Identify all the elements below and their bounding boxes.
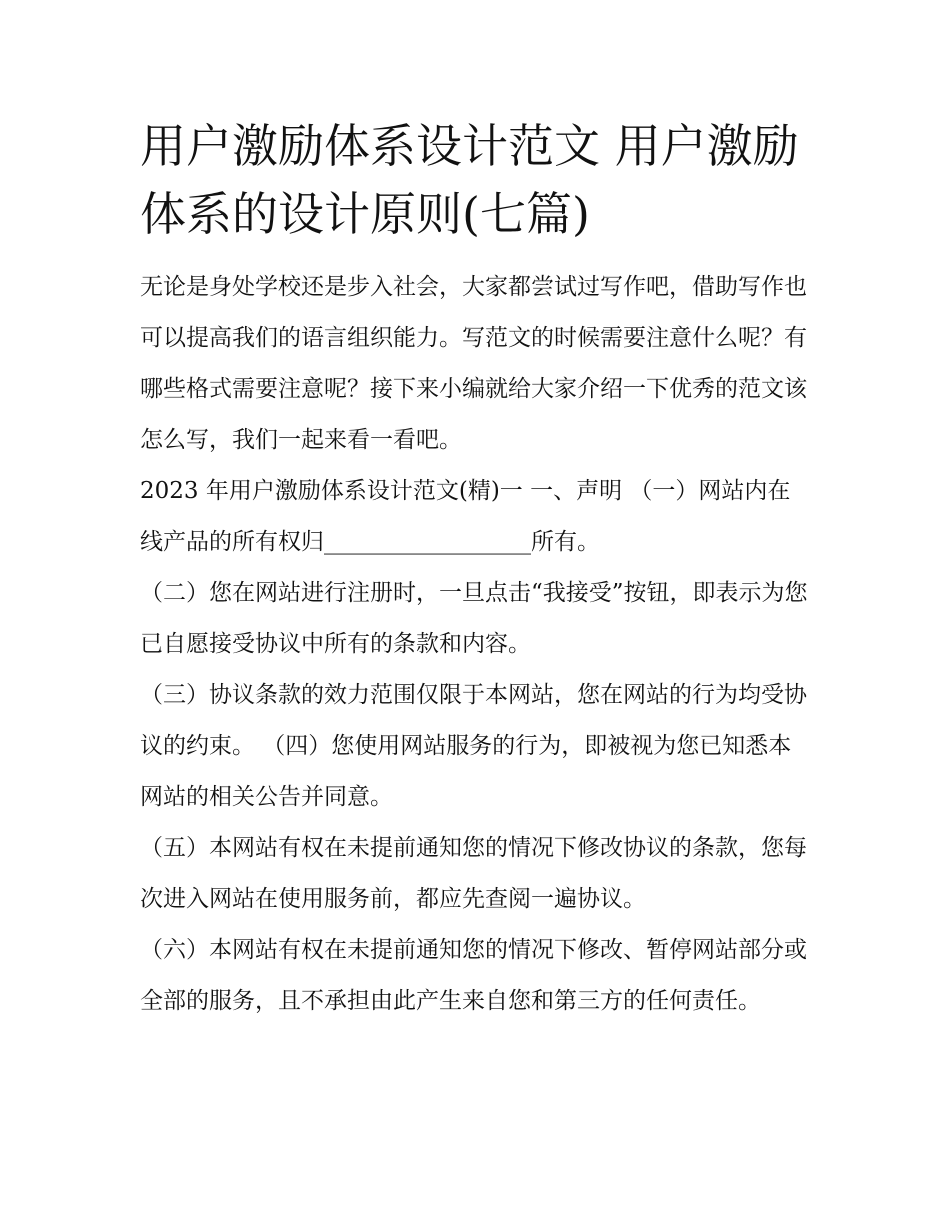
paragraph-clause-6: （六）本网站有权在未提前通知您的情况下修改、暂停网站部分或全部的服务，且不承担由此产生来自您和第三方的任何责任。: [140, 937, 807, 1014]
paragraph-declaration: 2023 年用户激励体系设计范文(精)一 一、声明 （一）网站内在线产品的所有权归__________________所有。: [140, 478, 791, 555]
paragraph-clause-2: （二）您在网站进行注册时，一旦点击“我接受”按钮，即表示为您已自愿接受协议中所有的条款和内容。: [140, 580, 808, 657]
paragraph-clause-5: （五）本网站有权在未提前通知您的情况下修改协议的条款，您每次进入网站在使用服务前，都应先查阅一遍协议。: [140, 835, 807, 912]
paragraph-intro: 无论是身处学校还是步入社会，大家都尝试过写作吧，借助写作也可以提高我们的语言组织能力。写范文的时候需要注意什么呢？有哪些格式需要注意呢？接下来小编就给大家介绍一下优秀的范文该怎么写，我们一起来看一看吧。: [140, 274, 807, 453]
document-title: 用户激励体系设计范文 用户激励体系的设计原则(七篇): [140, 119, 799, 241]
paragraph-clause-3-4: （三）协议条款的效力范围仅限于本网站，您在网站的行为均受协议的约束。 （四）您使用网站服务的行为，即被视为您已知悉本网站的相关公告并同意。: [140, 682, 807, 810]
document-page: [140, 112, 812, 1027]
document-body: [140, 262, 812, 1027]
